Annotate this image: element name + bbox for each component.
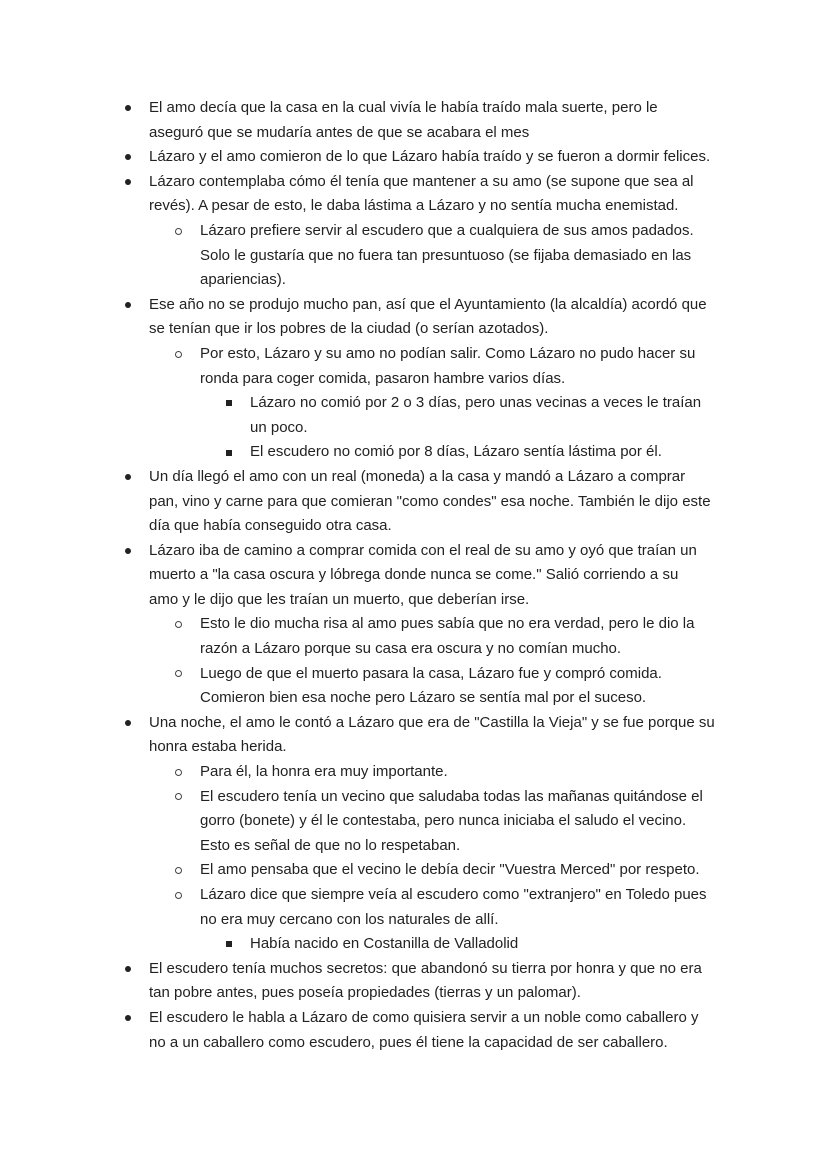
list-item-level-1 [0, 711, 828, 760]
list-item-level-2 [0, 662, 828, 711]
bullet-disc-icon [125, 711, 131, 736]
list-item-level-1 [0, 145, 828, 170]
list-item-level-3 [0, 440, 828, 465]
list-item-level-2 [0, 883, 828, 932]
list-item-text-line: muerto a "la casa oscura y lóbrega donde nunca se come." Salió corriendo a su [149, 566, 679, 584]
list-item-text-line: amo y le dijo que les traían un muerto, que deberían irse. [149, 590, 530, 608]
list-item-text-line: Una noche, el amo le contó a Lázaro que era de "Castilla la Vieja" y se fue porque su [149, 713, 715, 731]
bullet-circle-icon [175, 612, 182, 637]
list-item-text-line: Para él, la honra era muy importante. [200, 763, 448, 781]
list-item-text-line: un poco. [250, 418, 308, 436]
list-item-level-2 [0, 760, 828, 785]
list-item-level-2 [0, 858, 828, 883]
bullet-disc-icon [125, 170, 131, 195]
list-item-text-line: Había nacido en Costanilla de Valladolid [250, 935, 519, 953]
list-item-level-2 [0, 342, 828, 391]
bullet-square-icon [226, 391, 232, 416]
list-item-text-line: gorro (bonete) y él le contestaba, pero nunca iniciaba el saludo el vecino. [200, 812, 687, 830]
bullet-square-icon [226, 932, 232, 957]
list-item-text-line: día que había conseguido otra casa. [149, 517, 392, 535]
bullet-disc-icon [125, 465, 131, 490]
list-item-text-line: Solo le gustaría que no fuera tan presuntuoso (se fijaba demasiado en las [200, 246, 692, 264]
list-item-text-line: ronda para coger comida, pasaron hambre varios días. [200, 369, 566, 387]
list-item-text-line: El escudero tenía un vecino que saludaba todas las mañanas quitándose el [200, 787, 703, 805]
list-item-text-line: El escudero no comió por 8 días, Lázaro sentía lástima por él. [250, 443, 662, 461]
list-item-text-line: Un día llegó el amo con un real (moneda) a la casa y mandó a Lázaro a comprar [149, 467, 686, 485]
list-item-text-line: El amo pensaba que el vecino le debía decir "Vuestra Merced" por respeto. [200, 861, 700, 879]
bullet-disc-icon [125, 957, 131, 982]
list-item-text-line: revés). A pesar de esto, le daba lástima a Lázaro y no sentía mucha enemistad. [149, 197, 679, 215]
list-item-text-line: Lázaro contemplaba cómo él tenía que mantener a su amo (se supone que sea al [149, 172, 694, 190]
list-item-text-line: Lázaro no comió por 2 o 3 días, pero unas vecinas a veces le traían [250, 394, 702, 412]
list-item-level-1 [0, 1006, 828, 1055]
list-item-text-line: aseguró que se mudaría antes de que se acabara el mes [149, 123, 530, 141]
bullet-circle-icon [175, 760, 182, 785]
list-item-level-2 [0, 612, 828, 661]
list-item-text-line: Por esto, Lázaro y su amo no podían salir. Como Lázaro no pudo hacer su [200, 344, 696, 362]
list-item-text-line: no a un caballero como escudero, pues él tiene la capacidad de ser caballero. [149, 1033, 668, 1051]
bullet-circle-icon [175, 858, 182, 883]
list-item-text-line: El escudero le habla a Lázaro de como quisiera servir a un noble como caballero y [149, 1008, 699, 1026]
document-bullet-list [0, 96, 828, 1055]
bullet-disc-icon [125, 293, 131, 318]
list-item-text-line: Esto le dio mucha risa al amo pues sabía que no era verdad, pero le dio la [200, 615, 695, 633]
list-item-text-line: honra estaba herida. [149, 738, 287, 756]
bullet-circle-icon [175, 662, 182, 687]
list-item-text-line: tan pobre antes, pues poseía propiedades (tierras y un palomar). [149, 984, 581, 1002]
list-item-text-line: Ese año no se produjo mucho pan, así que el Ayuntamiento (la alcaldía) acordó que [149, 295, 707, 313]
list-item-text-line: Lázaro dice que siempre veía al escudero como "extranjero" en Toledo pues [200, 886, 707, 903]
list-item-text-line: El escudero tenía muchos secretos: que abandonó su tierra por honra y que no era [149, 959, 702, 977]
list-item-level-1 [0, 293, 828, 342]
bullet-disc-icon [125, 96, 131, 121]
list-item-level-2 [0, 219, 828, 293]
bullet-circle-icon [175, 883, 182, 908]
bullet-disc-icon [125, 145, 131, 170]
bullet-circle-icon [175, 785, 182, 810]
list-item-level-2 [0, 785, 828, 859]
list-item-text-line: no era muy cercano con los naturales de allí. [200, 910, 499, 928]
list-item-text-line: Lázaro y el amo comieron de lo que Lázaro había traído y se fueron a dormir felices. [149, 148, 711, 166]
list-item-text-line: Esto es señal de que no lo respetaban. [200, 836, 461, 854]
list-item-level-3 [0, 932, 828, 957]
list-item-text-line: El amo decía que la casa en la cual vivía le había traído mala suerte, pero le [149, 99, 658, 116]
list-item-text-line: Luego de que el muerto pasara la casa, Lázaro fue y compró comida. [200, 664, 662, 682]
list-item-text-line: razón a Lázaro porque su casa era oscura y no comían mucho. [200, 640, 622, 658]
list-item-level-1 [0, 539, 828, 613]
list-item-level-1 [0, 957, 828, 1006]
bullet-circle-icon [175, 219, 182, 244]
bullet-disc-icon [125, 539, 131, 564]
list-item-level-1 [0, 170, 828, 219]
bullet-square-icon [226, 440, 232, 465]
list-item-text-line: Lázaro iba de camino a comprar comida con el real de su amo y oyó que traían un [149, 541, 697, 559]
list-item-level-1 [0, 96, 828, 145]
bullet-circle-icon [175, 342, 182, 367]
list-item-text-line: pan, vino y carne para que comieran "como condes" esa noche. También le dijo este [149, 492, 711, 510]
list-item-text-line: se tenían que ir los pobres de la ciudad (o serían azotados). [149, 320, 549, 338]
list-item-text-line: Lázaro prefiere servir al escudero que a cualquiera de sus amos padados. [200, 221, 694, 239]
bullet-disc-icon [125, 1006, 131, 1031]
list-item-text-line: apariencias). [200, 271, 286, 289]
list-item-text-line: Comieron bien esa noche pero Lázaro se sentía mal por el suceso. [200, 689, 647, 707]
list-item-level-3 [0, 391, 828, 440]
list-item-level-1 [0, 465, 828, 539]
